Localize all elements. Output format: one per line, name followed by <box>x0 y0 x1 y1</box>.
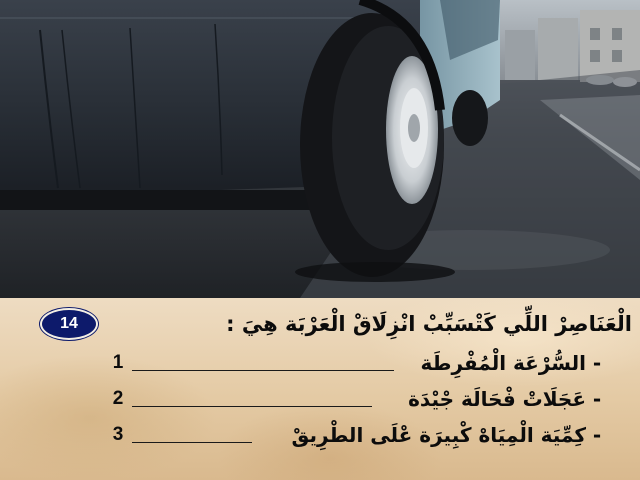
question-text: الْعَنَاصِرْ اللِّي كَتْسَبِّبْ انْزِلَاقْ الْعَرْبَة هِيَ : <box>226 312 632 336</box>
answer-number: 3 <box>112 424 124 445</box>
answer-option-1[interactable] <box>0 346 640 380</box>
answer-bullet: - <box>592 351 602 375</box>
answer-bullet: - <box>592 387 602 411</box>
question-panel <box>0 298 640 480</box>
answer-number: 2 <box>112 388 124 409</box>
answer-number: 1 <box>112 352 124 373</box>
answer-underline <box>132 370 394 371</box>
answer-text: السُّرْعَة الْمُفْرِطَة <box>420 351 586 375</box>
answer-bullet: - <box>592 423 602 447</box>
answer-text: كِمِّيَة الْمِيَاهْ كْبِيرَة عْلَى الطْرِيقْ <box>291 423 586 447</box>
answer-text: عَجَلَاتْ فْحَالَة جْيْدَة <box>408 387 586 411</box>
answer-underline <box>132 442 252 443</box>
answer-option-3[interactable] <box>0 418 640 452</box>
answer-underline <box>132 406 372 407</box>
question-number-badge: 14 <box>40 308 98 340</box>
answer-option-2[interactable] <box>0 382 640 416</box>
